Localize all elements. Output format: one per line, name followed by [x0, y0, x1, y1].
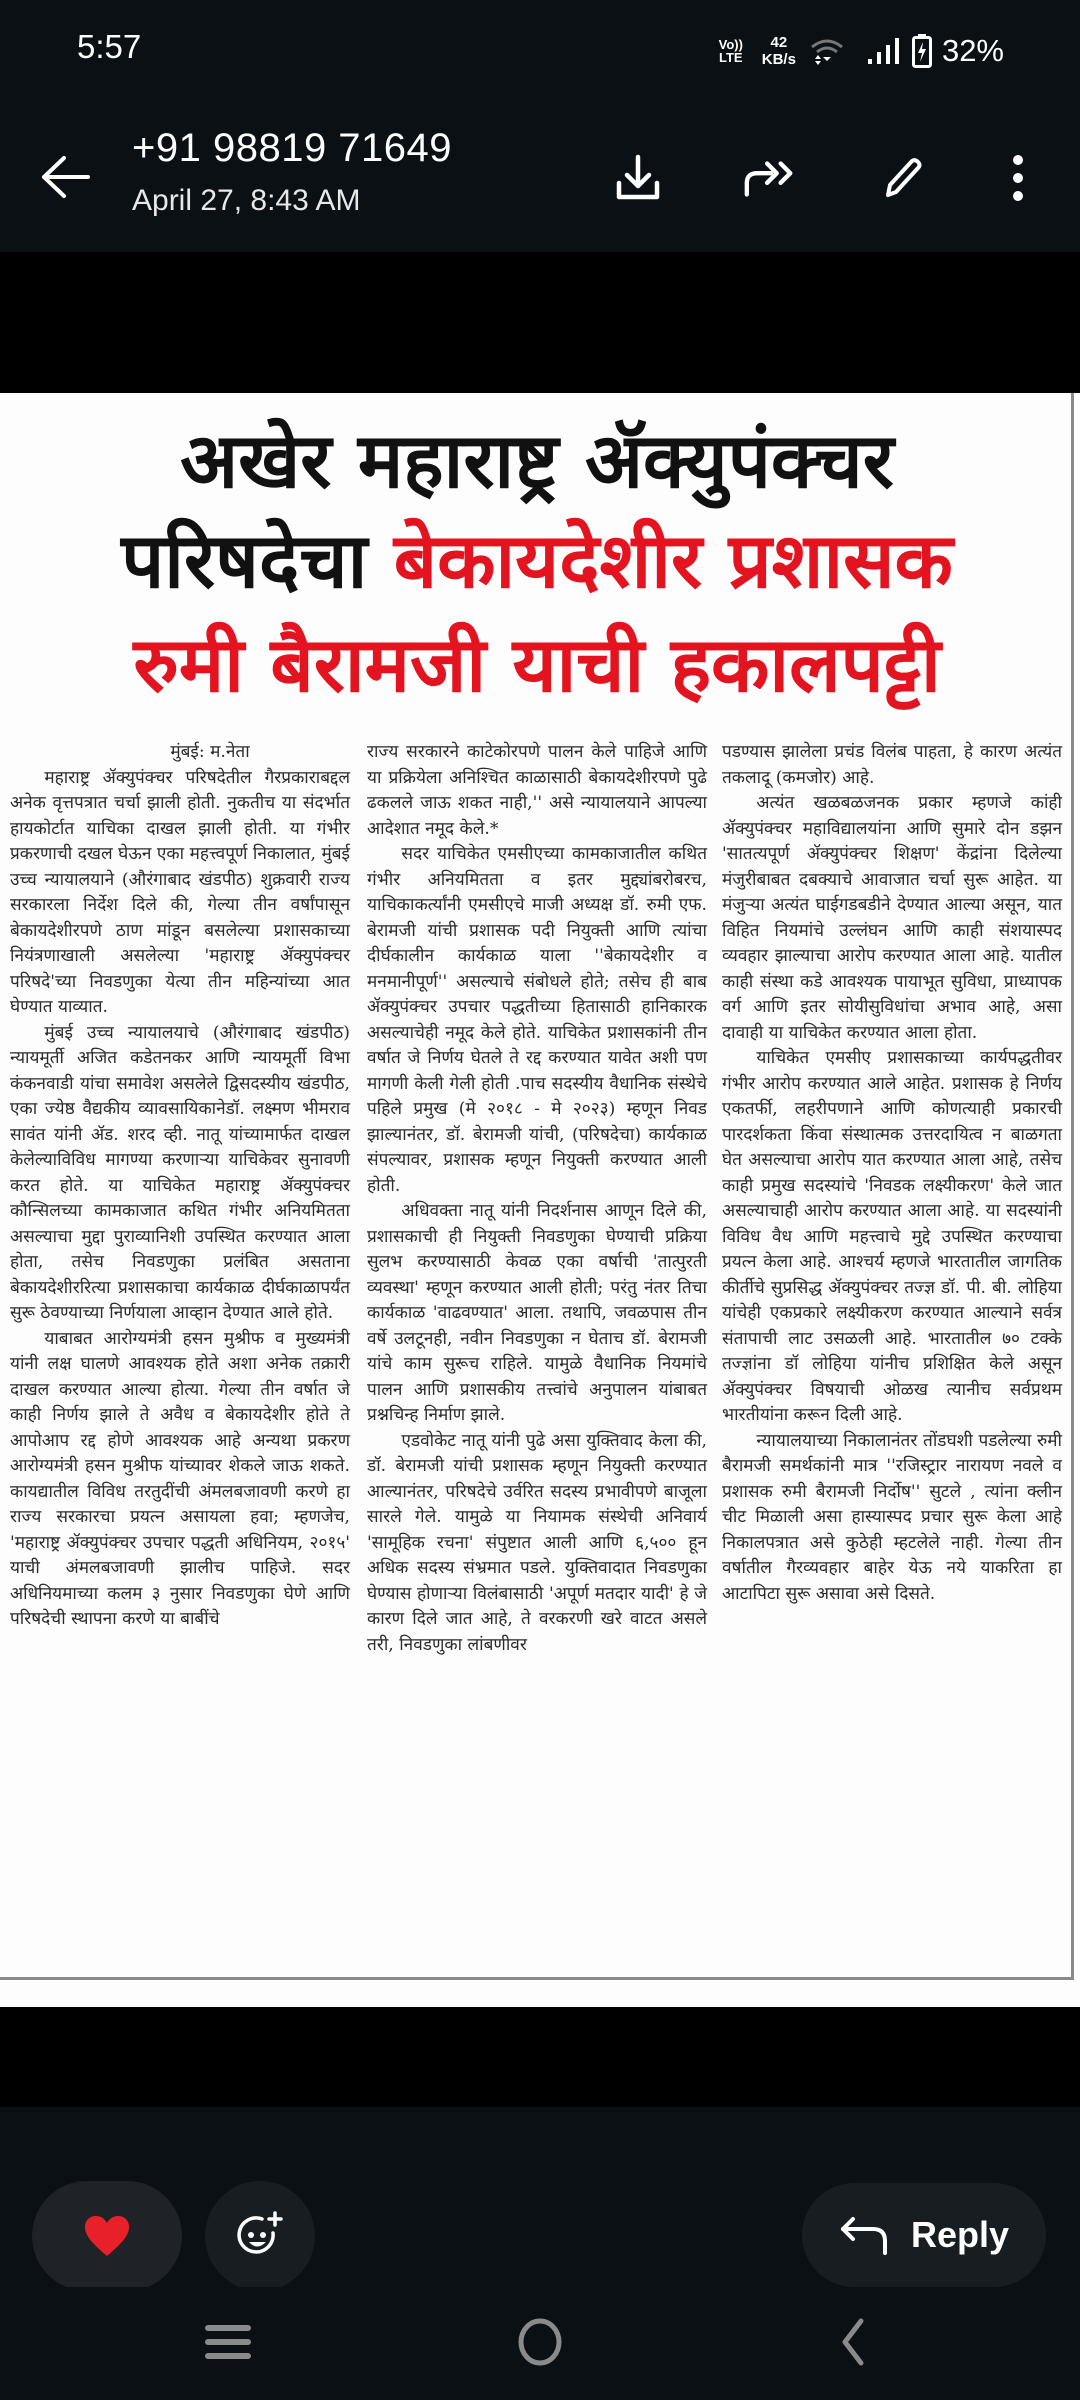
add-reaction-button[interactable] — [205, 2181, 315, 2291]
paragraph: पडण्यास झालेला प्रचंड विलंब पाहता, हे कारण अत्यंत तकलादू (कमजोर) आहे. — [722, 742, 1062, 788]
paragraph: न्यायालयाच्या निकालानंतर तोंडघशी पडलेल्या रुमी बैरामजी समर्थकांनी मात्र ''रजिस्ट्रार नारायण नवले व प्रशासक रुमी बैरामजी निर्दोष'' सुटले , त्यांना क्लीन चीट मिळाली असा हास्यास्पद प्रचार सुरू केला आहे निकालपत्रात असे कुठेही म्हटलेले नाही. गेल्या तीन वर्षातील गैरव्यवहार बाहेर येऊ नये याकरिता हा आटापिटा सुरू असावा असे दिसते. — [722, 1430, 1062, 1604]
battery-charging-icon — [912, 34, 932, 68]
volte-bottom: LTE — [718, 50, 743, 65]
newspaper-clipping-image[interactable] — [0, 393, 1080, 2007]
headline-line-3: रुमी बैरामजी याची हकालपट्टी — [133, 620, 941, 709]
paragraph: सदर याचिकेत एमसीएच्या कामकाजातील कथित गंभीर अनियमितता व इतर मुद्द्यांबरोबरच, याचिकाकर्त्यांनी एमसीएचे माजी अध्यक्ष डॉ. रुमी एफ. बेरामजी यांची प्रशासक पदी नियुक्ती आणि त्यांचा दीर्घकालीन कार्यकाळ याला ''बेकायदेशीर व मनमानीपूर्ण'' असल्याचे संबोधले होते; तसेच ही बाब ॲक्युपंक्चर उपचार पद्धतीच्या हितासाठी हानिकारक असल्याचेही नमूद केले होते. याचिकेत प्रशासकांनी तीन वर्षात जे निर्णय घेतले ते रद्द करण्यात यावेत अशी पण मागणी केली गेली होती .पाच सदस्यीय वैधानिक संस्थेचे पहिले प्रमुख (मे २०१८ - मे २०२३) म्हणून निवड झाल्यानंतर, डॉ. बेरामजी यांची, (परिषदेचा) कार्यकाळ संपल्यावर, प्रशासक म्हणून नियुक्ती करण्यात आली होती. — [367, 844, 707, 1196]
paragraph: एडवोकेट नातू यांनी पुढे असा युक्तिवाद केला की, डॉ. बेरामजी यांची प्रशासक म्हणून नियुक्ती करण्यात आल्यानंतर, परिषदेचे उर्वरित सदस्य प्रभावीपणे बाजूला सारले गेले. यामुळे या नियामक संस्थेची अनिवार्य 'सामूहिक रचना' संपुष्टात आली आणि ६,५०० हून अधिक सदस्य संभ्रमात पडले. युक्तिवादात निवडणुका घेण्यास होणाऱ्या विलंबासाठी 'अपूर्ण मतदार यादी' हे जे कारण दिले जात आहे, ते वरकरणी खरे वाटत असले तरी, निवडणुका लांबणीवर — [367, 1430, 707, 1655]
reply-button[interactable] — [802, 2183, 1046, 2287]
download-button[interactable] — [610, 150, 666, 206]
wifi-icon — [810, 37, 844, 65]
status-icons — [716, 26, 1080, 76]
paragraph: याचिकेत एमसीए प्रशासकाच्या कार्यपद्धतीवर गंभीर आरोप करण्यात आले आहेत. प्रशासक हे निर्णय एकतर्फी, लहरीपणाने आणि कोणत्याही प्रकारची पारदर्शकता किंवा संस्थात्मक उत्तरदायित्व न बाळगता घेत असल्याचा आरोप यात करण्यात आला आहे, तसेच काही प्रमुख सदस्यांचे 'निवडक लक्ष्यीकरण' केले जात असल्याचाही आरोप करण्यात आला आहे. या सदस्यांनी विविध वैध आणि महत्त्वाचे मुद्दे उपस्थित करण्याचा प्रयत्न केला आहे. आश्चर्य म्हणजे भारतातील जागतिक कीर्तीचे सुप्रसिद्ध ॲक्युपंक्चर तज्ज्ञ डॉ. पी. बी. लोहिया यांचेही एकप्रकारे लक्ष्यीकरण करण्यात आल्याने सर्वत्र संतापाची लाट उसळली आहे. भारतातील ७० टक्के तज्ज्ञांना डॉ लोहिया यांनीच प्रशिक्षित केले असून ॲक्युपंक्चर विषयाची ओळख त्यानीच सर्वप्रथम भारतीयांना करून दिली आहे. — [722, 1048, 1062, 1425]
speed-value: 42 — [770, 34, 788, 51]
paragraph: अधिवक्ता नातू यांनी निदर्शनास आणून दिले की, प्रशासकाची ही नियुक्ती निवडणुका घेण्याची प्रक्रिया सुलभ करण्यासाठी केवळ एका वर्षाची 'तात्पुरती व्यवस्था' म्हणून करण्यात आली होती; परंतु नंतर तिचा कार्यकाळ 'वाढवण्यात' आला. तथापि, जवळपास तीन वर्षे उलटूनही, नवीन निवडणुका न घेताच डॉ. बेरामजी यांचे काम सुरूच राहिले. यामुळे वैधानिक नियमांचे पालन आणि प्रशासकीय तत्त्वांचे अनुपालन यांबाबत प्रश्नचिन्ह निर्माण झाले. — [367, 1201, 707, 1425]
home-icon — [515, 2317, 565, 2367]
paragraph: अत्यंत खळबळजनक प्रकार म्हणजे कांही ॲक्युपंक्चर महाविद्यालयांना आणि सुमारे दोन डझन 'सातत्यपूर्ण ॲक्युपंक्चर शिक्षण' केंद्रांना दिलेल्या मंजुरीबाबत दबक्याचे आवाजात चर्चा सुरू आहेत. या मंजुऱ्या अत्यंत घाईगडबडीने देण्यात आल्या असून, यात विहित नियमांचे उल्लंघन आणि काही संशयास्पद व्यवहार झाल्याचा आरोप करण्यात आला आहे. यातील काही संस्था कडे आवश्यक पायाभूत सुविधा, प्राध्यापक वर्ग आणि इतर सोयीसुविधांचा अभाव आहे, असा दावाही या याचिकेत करण्यात आला होता. — [722, 793, 1062, 1043]
volte-icon — [716, 38, 746, 64]
headline-line-1: अखेर महाराष्ट्र ॲक्युपंक्चर — [180, 416, 894, 505]
back-arrow-icon[interactable] — [36, 152, 96, 202]
back-icon — [837, 2317, 867, 2367]
network-speed — [762, 34, 796, 68]
clipping-border — [0, 393, 1074, 1980]
paragraph: मुंबई उच्च न्यायालयाचे (औरंगाबाद खंडपीठ) न्यायमूर्ती अजित कडेतनकर आणि न्यायमूर्ती विभा कंकनवाडी यांचा समावेश असलेले द्विसदस्यीय खंडपीठ, एका ज्येष्ठ वैद्यकीय व्यावसायिकानेडॉ. लक्ष्मण भीमराव सावंत यांनी ॲड. शरद व्ही. नातू यांच्यामार्फत दाखल केलेल्याविविध मागण्या करणाऱ्या याचिकेवर सुनावणी करत होते. या याचिकेत महाराष्ट्र ॲक्युपंक्चर कौन्सिलच्या कामकाजात कथित गंभीर अनियमितता असल्याचा मुद्दा पुराव्यानिशी उपस्थित करण्यात आला होता, तसेच निवडणुका प्रलंबित असताना बेकायदेशीररित्या प्रशासकाचा कार्यकाळ दीर्घकाळापर्यंत सुरू ठेवण्याच्या निर्णयाला आव्हान देण्यात आले होते. — [10, 1022, 350, 1323]
speed-unit: KB/s — [761, 51, 796, 68]
volte-top: Vo)) — [718, 37, 743, 52]
forward-icon — [742, 155, 798, 201]
article-column-3 — [722, 740, 1062, 1607]
signal-icon — [866, 36, 900, 66]
download-icon — [614, 153, 662, 203]
battery-percent: 32% — [941, 33, 1004, 68]
paragraph: महाराष्ट्र ॲक्युपंक्चर परिषदेतील गैरप्रकाराबद्दल अनेक वृत्तपत्रात चर्चा झाली होती. नुकतीच या संदर्भात हायकोर्टात याचिका दाखल झाली होती. या गंभीर प्रकरणाची दखल घेऊन एका महत्त्वपूर्ण निकालात, मुंबई उच्च न्यायालयाने (औरंगाबाद खंडपीठ) शुक्रवारी राज्य सरकारला निर्देश दिले की, गेल्या तीन वर्षांपासून बेकायदेशीरपणे ठाण मांडून बसलेल्या प्रशासकाच्या नियंत्रणाखाली असलेल्या 'महाराष्ट्र ॲक्युपंक्चर परिषदे'च्या निवडणुका येत्या तीन महिन्यांच्या आत घेण्यात याव्यात. — [10, 767, 350, 1017]
article-column-1 — [10, 740, 350, 1633]
headline-line-2 — [0, 511, 1074, 611]
status-bar — [0, 0, 1080, 100]
edit-button[interactable] — [874, 150, 930, 206]
message-timestamp: April 27, 8:43 AM — [132, 184, 361, 217]
headline-line-2-black: परिषदेचा — [121, 516, 368, 605]
paragraph: राज्य सरकारने काटेकोरपणे पालन केले पाहिजे आणि या प्रक्रियेला अनिश्चित काळासाठी बेकायदेशीरपणे पुढे ढकलले जाऊ शकत नाही,'' असे न्यायालयाने आपल्या आदेशात नमूद केले.* — [367, 742, 707, 839]
status-time: 5:57 — [77, 28, 142, 65]
article-column-2 — [367, 740, 707, 1658]
sender-name: +91 98819 71649 — [132, 126, 453, 170]
heart-icon — [83, 2214, 131, 2258]
recents-button[interactable] — [188, 2307, 268, 2377]
reaction-action-bar — [0, 2107, 1080, 2287]
home-button[interactable] — [500, 2307, 580, 2377]
recents-icon — [203, 2322, 253, 2362]
edit-pencil-icon — [880, 155, 924, 201]
system-back-button[interactable] — [812, 2307, 892, 2377]
media-viewer-app-bar — [0, 100, 1080, 252]
system-navigation-bar — [0, 2287, 1080, 2400]
dateline: मुंबई: म.नेता — [170, 742, 250, 762]
headline-line-2-red: बेकायदेशीर प्रशासक — [393, 516, 953, 605]
forward-button[interactable] — [742, 150, 798, 206]
heart-reaction-button[interactable] — [32, 2181, 182, 2291]
reply-arrow-icon — [839, 2215, 891, 2255]
more-vert-icon — [1010, 154, 1026, 202]
more-options-button[interactable] — [990, 150, 1046, 206]
image-viewer[interactable] — [0, 252, 1080, 2107]
add-reaction-icon — [235, 2211, 285, 2261]
paragraph: याबाबत आरोग्यमंत्री हसन मुश्रीफ व मुख्यमंत्री यांनी लक्ष घालणे आवश्यक होते अशा अनेक तक्रारी दाखल करण्यात आल्या होत्या. गेल्या तीन वर्षात जे काही निर्णय झाले ते अवैध व बेकायदेशीर होते ते आपोआप रद्द होणे आवश्यक आहे अन्यथा प्रकरण आरोग्यमंत्री हसन मुश्रीफ यांच्यावर शेकले जाऊ शकते. कायद्यातील विविध तरतुदींची अंमलबजावणी करणे हा राज्य सरकारचा प्रयत्न असायला हवा; म्हणजेच, 'महाराष्ट्र ॲक्युपंक्चर उपचार पद्धती अधिनियम, २०१५' याची अंमलबजावणी झालीच पाहिजे. सदर अधिनियमाच्या कलम ३ नुसार निवडणुका घेणे आणि परिषदेची स्थापना करणे या बाबींचे — [10, 1328, 350, 1629]
reply-label: Reply — [910, 2214, 1010, 2255]
